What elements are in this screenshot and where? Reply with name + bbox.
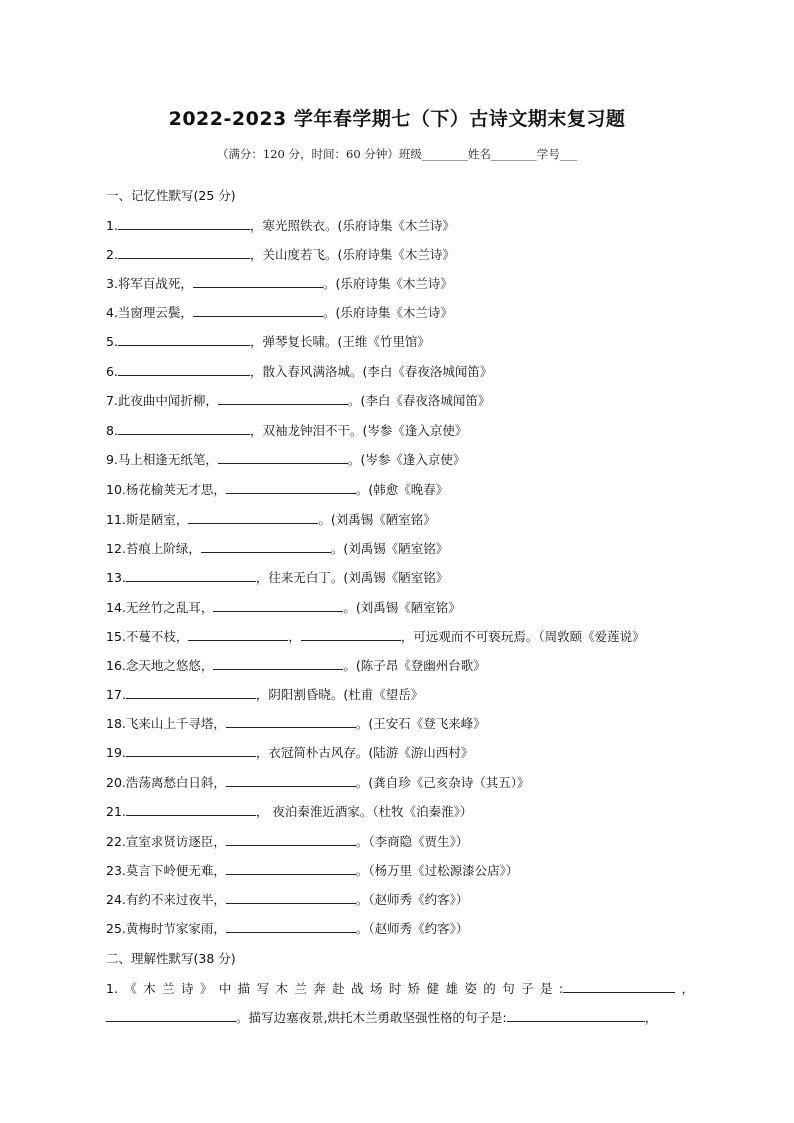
answer-blank[interactable] bbox=[106, 1008, 236, 1022]
answer-blank[interactable] bbox=[226, 861, 356, 875]
question-16: 16.念天地之悠悠， 。(陈子昂《登幽州台歌》 bbox=[106, 658, 486, 673]
question-21: 21. ， 夜泊秦淮近酒家。（杜牧《泊秦淮》） bbox=[106, 804, 473, 819]
question-19: 19. ，衣冠简朴古风存。(陆游《游山西村》 bbox=[106, 745, 474, 760]
answer-blank[interactable] bbox=[226, 919, 356, 933]
answer-blank[interactable] bbox=[118, 332, 250, 346]
answer-blank[interactable] bbox=[507, 1008, 645, 1022]
question-8: 8. ，双袖龙钟泪不干。(岑参《逢入京使》 bbox=[106, 423, 468, 438]
answer-blank[interactable] bbox=[218, 450, 348, 464]
answer-blank[interactable] bbox=[226, 714, 356, 728]
question-12: 12.苔痕上阶绿， 。(刘禹锡《陋室铭》 bbox=[106, 541, 449, 556]
answer-blank[interactable] bbox=[226, 832, 356, 846]
answer-blank[interactable] bbox=[563, 979, 675, 993]
answer-blank[interactable] bbox=[193, 303, 323, 317]
question-22: 22.宣室求贤访逐臣， 。（李商隐《贾生》） bbox=[106, 834, 469, 849]
question-24: 24.有约不来过夜半， 。（赵师秀《约客》） bbox=[106, 892, 469, 907]
answer-blank[interactable] bbox=[126, 685, 256, 699]
question-13: 13. ，往来无白丁。(刘禹锡《陋室铭》 bbox=[106, 570, 449, 585]
question-6: 6. ，散入春风满洛城。(李白《春夜洛城闻笛》 bbox=[106, 364, 493, 379]
answer-blank[interactable] bbox=[118, 362, 250, 376]
answer-blank[interactable] bbox=[301, 627, 401, 641]
question-17: 17. ，阴阳割昏晓。(杜甫《望岳》 bbox=[106, 687, 424, 702]
answer-blank[interactable] bbox=[126, 802, 256, 816]
section-heading-understanding: 二、理解性默写(38 分) bbox=[106, 951, 236, 966]
answer-blank[interactable] bbox=[226, 480, 356, 494]
question-23: 23.莫言下岭便无难， 。（杨万里《过松源漆公店》） bbox=[106, 863, 519, 878]
question-14: 14.无丝竹之乱耳， 。(刘禹锡《陋室铭》 bbox=[106, 600, 461, 615]
question-7: 7.此夜曲中闻折柳， 。(李白《春夜洛城闻笛》 bbox=[106, 393, 491, 408]
question-25: 25.黄梅时节家家雨， 。（赵师秀《约客》） bbox=[106, 921, 469, 936]
question-18: 18.飞来山上千寻塔， 。(王安石《登飞来峰》 bbox=[106, 716, 486, 731]
question-20: 20.浩荡离愁白日斜， 。(龚自珍《己亥杂诗（其五）》 bbox=[106, 775, 530, 790]
answer-blank[interactable] bbox=[126, 568, 256, 582]
exam-info: （满分：120 分，时间：60 分钟）班级________姓名________学号___ bbox=[216, 147, 578, 161]
answer-blank[interactable] bbox=[193, 274, 323, 288]
question-2-1-line-b: 。描写边塞夜景,烘托木兰勇敢坚强性格的句子是: ， bbox=[106, 1008, 694, 1026]
question-15: 15.不蔓不枝， ， ，可远观而不可亵玩焉。（周敦颐《爱莲说》 bbox=[106, 629, 645, 644]
question-4: 4.当窗理云鬓， 。(乐府诗集《木兰诗》 bbox=[106, 305, 453, 320]
question-9: 9.马上相逢无纸笔， 。(岑参《逢入京使》 bbox=[106, 452, 466, 467]
answer-blank[interactable] bbox=[213, 598, 343, 612]
question-5: 5. ，弹琴复长啸。(王维《竹里馆》 bbox=[106, 334, 430, 349]
question-1: 1. ，寒光照铁衣。(乐府诗集《木兰诗》 bbox=[106, 218, 455, 233]
answer-blank[interactable] bbox=[188, 510, 318, 524]
answer-blank[interactable] bbox=[218, 391, 348, 405]
answer-blank[interactable] bbox=[226, 890, 356, 904]
page-title: 2022-2023 学年春学期七（下）古诗文期末复习题 bbox=[168, 108, 626, 130]
answer-blank[interactable] bbox=[118, 421, 250, 435]
answer-blank[interactable] bbox=[118, 216, 250, 230]
question-2-1-line-a: 1.《木兰诗》中描写木兰奔赴战场时矫健雄姿的句子是: ， bbox=[106, 981, 694, 996]
answer-blank[interactable] bbox=[201, 539, 331, 553]
answer-blank[interactable] bbox=[126, 743, 256, 757]
answer-blank[interactable] bbox=[188, 627, 288, 641]
section-heading-memory: 一、记忆性默写(25 分) bbox=[106, 188, 236, 203]
answer-blank[interactable] bbox=[118, 245, 250, 259]
question-3: 3.将军百战死， 。(乐府诗集《木兰诗》 bbox=[106, 276, 453, 291]
question-10: 10.杨花榆荚无才思， 。(韩愈《晚春》 bbox=[106, 482, 449, 497]
question-11: 11.斯是陋室， 。(刘禹锡《陋室铭》 bbox=[106, 512, 436, 527]
question-2: 2. ，关山度若飞。(乐府诗集《木兰诗》 bbox=[106, 247, 455, 262]
answer-blank[interactable] bbox=[213, 656, 343, 670]
answer-blank[interactable] bbox=[226, 773, 356, 787]
